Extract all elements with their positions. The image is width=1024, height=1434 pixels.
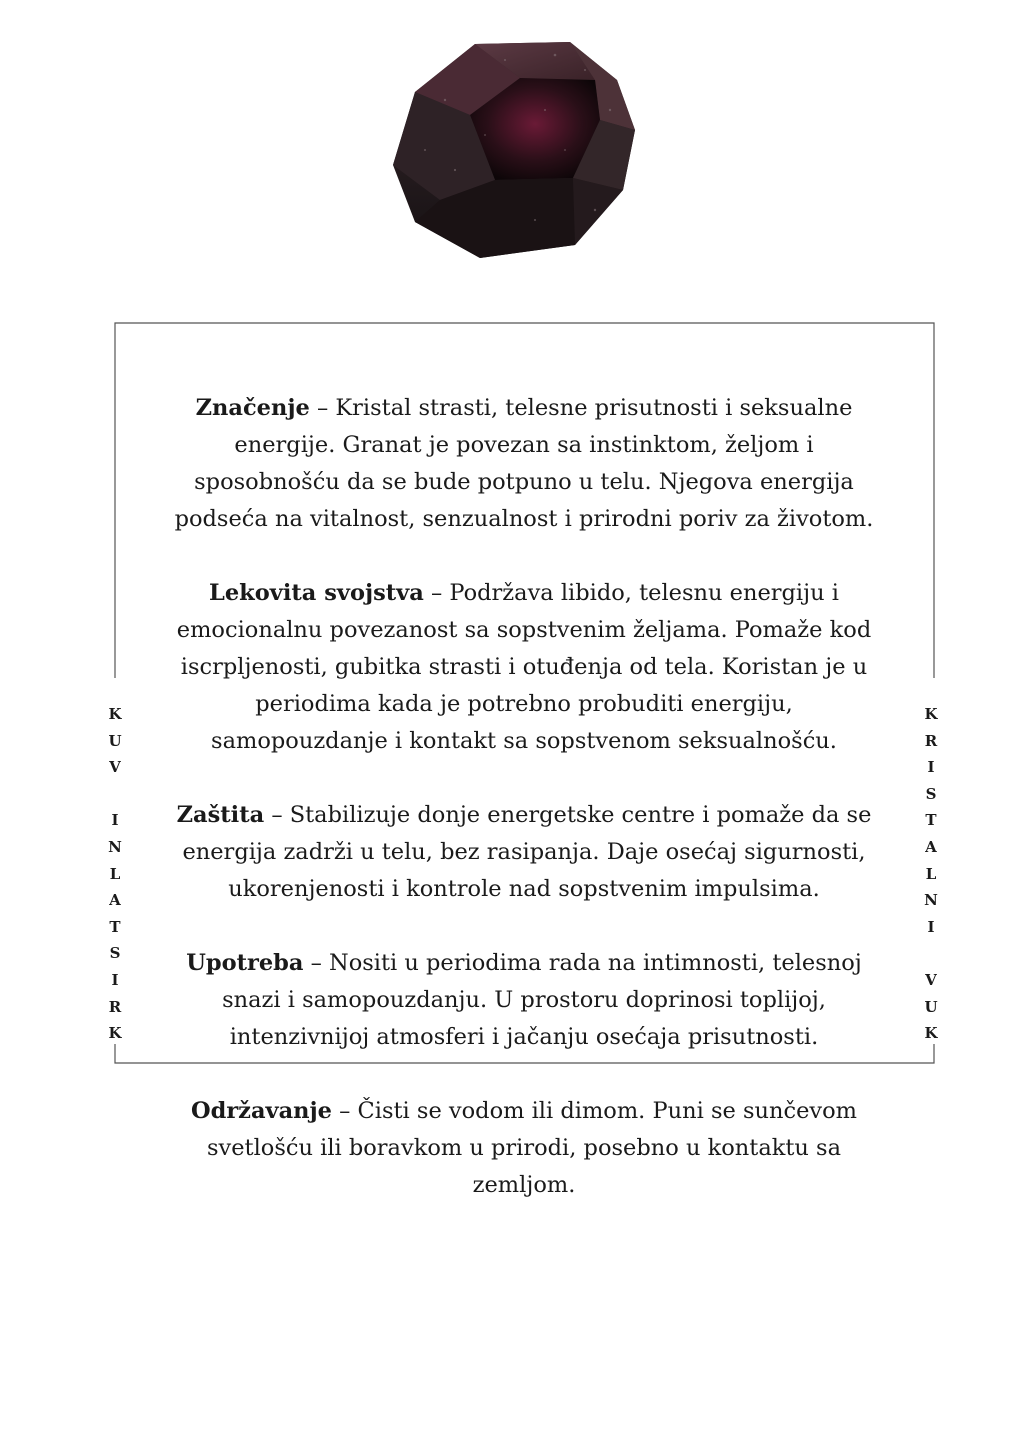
- side-label-letter: I: [111, 811, 119, 830]
- garnet-crystal-image: [385, 40, 640, 262]
- section-heading: Održavanje: [190, 1098, 332, 1124]
- side-label-letter: R: [924, 731, 938, 750]
- side-label-letter: N: [108, 837, 122, 856]
- side-label-letter: T: [109, 917, 121, 936]
- section-text: – Stabilizuje donje energetske centre i pomaže da se energija zadrži u telu, bez rasipanja. Daje osećaj sigurnosti, ukorenjenosti i kontrole nad sopstvenim impulsima.: [182, 802, 872, 902]
- side-label-letter: L: [109, 864, 121, 883]
- section-heading: Značenje: [195, 395, 310, 421]
- side-label-right: [916, 701, 946, 1047]
- section-text: – Kristal strasti, telesne prisutnosti i seksualne energije. Granat je povezan sa instinktom, željom i sposobnošću da se bude potpuno u telu. Njegova energija podseća na vitalnost, senzualnost i prirodni poriv za životom.: [174, 395, 874, 532]
- side-label-letter: K: [924, 705, 938, 723]
- section-text: – Podržava libido, telesnu energiju i emocionalnu povezanost sa sopstvenim željama. Pomaže kod iscrpljenosti, gubitka strasti i otuđenja od tela. Koristan je u periodima kada je potrebno probuditi energiju, samopouzdanje i kontakt sa sopstvenom seksualnošću.: [176, 580, 872, 754]
- side-label-letter: T: [925, 811, 937, 830]
- side-label-letter: U: [924, 997, 938, 1016]
- side-label-letter: L: [925, 864, 937, 883]
- side-label-letter: K: [108, 705, 122, 723]
- side-label-letter: V: [109, 758, 121, 777]
- side-label-letter: I: [111, 970, 119, 989]
- side-label-letter: I: [927, 758, 935, 777]
- side-label-letter: [916, 940, 946, 967]
- side-label-letter: K: [108, 1024, 122, 1043]
- section-4: [170, 1093, 878, 1204]
- section-text: – Nositi u periodima rada na intimnosti, telesnoj snazi i samopouzdanju. U prostoru doprinosi toplijoj, intenzivnijoj atmosferi i jačanju osećaja prisutnosti.: [222, 950, 862, 1050]
- section-heading: Zaštita: [176, 802, 265, 828]
- section-2: [170, 797, 878, 908]
- section-heading: Upotreba: [186, 950, 304, 976]
- side-label-letter: V: [925, 970, 937, 989]
- side-label-letter: S: [925, 784, 937, 803]
- side-label-letter: K: [924, 1024, 938, 1043]
- section-heading: Lekovita svojstva: [209, 580, 424, 606]
- crystal-description: [170, 390, 878, 1204]
- side-label-letter: R: [108, 997, 122, 1016]
- side-label-letter: [100, 781, 130, 808]
- side-label-letter: A: [109, 891, 121, 910]
- side-label-letter: I: [927, 917, 935, 936]
- side-label-letter: N: [924, 891, 938, 910]
- side-label-letter: A: [925, 837, 937, 856]
- section-1: [170, 575, 878, 760]
- side-label-letter: S: [109, 944, 121, 963]
- section-3: [170, 945, 878, 1056]
- side-label-left: [100, 701, 130, 1047]
- side-label-letter: U: [108, 731, 122, 750]
- section-text: – Čisti se vodom ili dimom. Puni se sunčevom svetlošću ili boravkom u prirodi, posebno u kontaktu sa zemljom.: [206, 1098, 857, 1198]
- section-0: [170, 390, 878, 538]
